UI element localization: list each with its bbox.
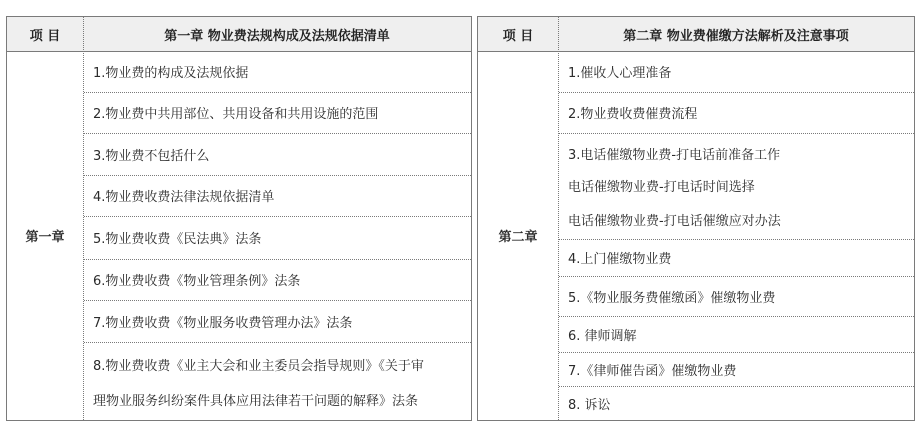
column-header-item: 项 目	[502, 28, 534, 44]
chapter-one-table	[6, 16, 472, 421]
list-item: 3.物业费不包括什么	[93, 148, 210, 164]
list-item: 2.物业费收费催费流程	[568, 107, 698, 122]
list-item-multiline	[84, 347, 471, 417]
chapter-two-table	[477, 16, 915, 421]
list-item: 1.物业费的构成及法规依据	[93, 66, 249, 81]
list-item: 8. 诉讼	[568, 397, 611, 413]
list-item: 电话催缴物业费-打电话催缴应对办法	[568, 213, 781, 229]
list-item: 2.物业费中共用部位、共用设备和共用设施的范围	[93, 107, 379, 122]
chapter-label: 第一章	[25, 230, 65, 245]
list-item: 4.上门催缴物业费	[568, 252, 672, 267]
list-item: 6.物业费收费《物业管理条例》法条	[93, 274, 301, 289]
list-item-line: 8.物业费收费《业主大会和业主委员会指导规则》《关于审	[93, 359, 424, 374]
list-item: 5.物业费收费《民法典》法条	[93, 232, 262, 247]
column-header-title: 第一章 物业费法规构成及法规依据清单	[164, 28, 390, 44]
list-item: 5.《物业服务费催缴函》催缴物业费	[568, 290, 776, 306]
list-item: 7.《律师催告函》催缴物业费	[568, 363, 737, 379]
list-item: 7.物业费收费《物业服务收费管理办法》法条	[93, 315, 353, 331]
list-item: 1.催收人心理准备	[568, 66, 672, 81]
list-item: 电话催缴物业费-打电话时间选择	[568, 180, 755, 195]
chapter-label: 第二章	[498, 230, 538, 245]
list-item: 3.电话催缴物业费-打电话前准备工作	[568, 147, 781, 163]
row-divider	[559, 133, 914, 134]
list-item: 6. 律师调解	[568, 328, 637, 344]
column-header-title: 第二章 物业费催缴方法解析及注意事项	[623, 28, 849, 44]
row-divider	[84, 342, 471, 343]
list-item: 4.物业费收费法律法规依据清单	[93, 190, 275, 205]
column-header-item: 项 目	[29, 28, 61, 44]
list-item-line: 理物业服务纠纷案件具体应用法律若干问题的解释》法条	[93, 394, 419, 409]
